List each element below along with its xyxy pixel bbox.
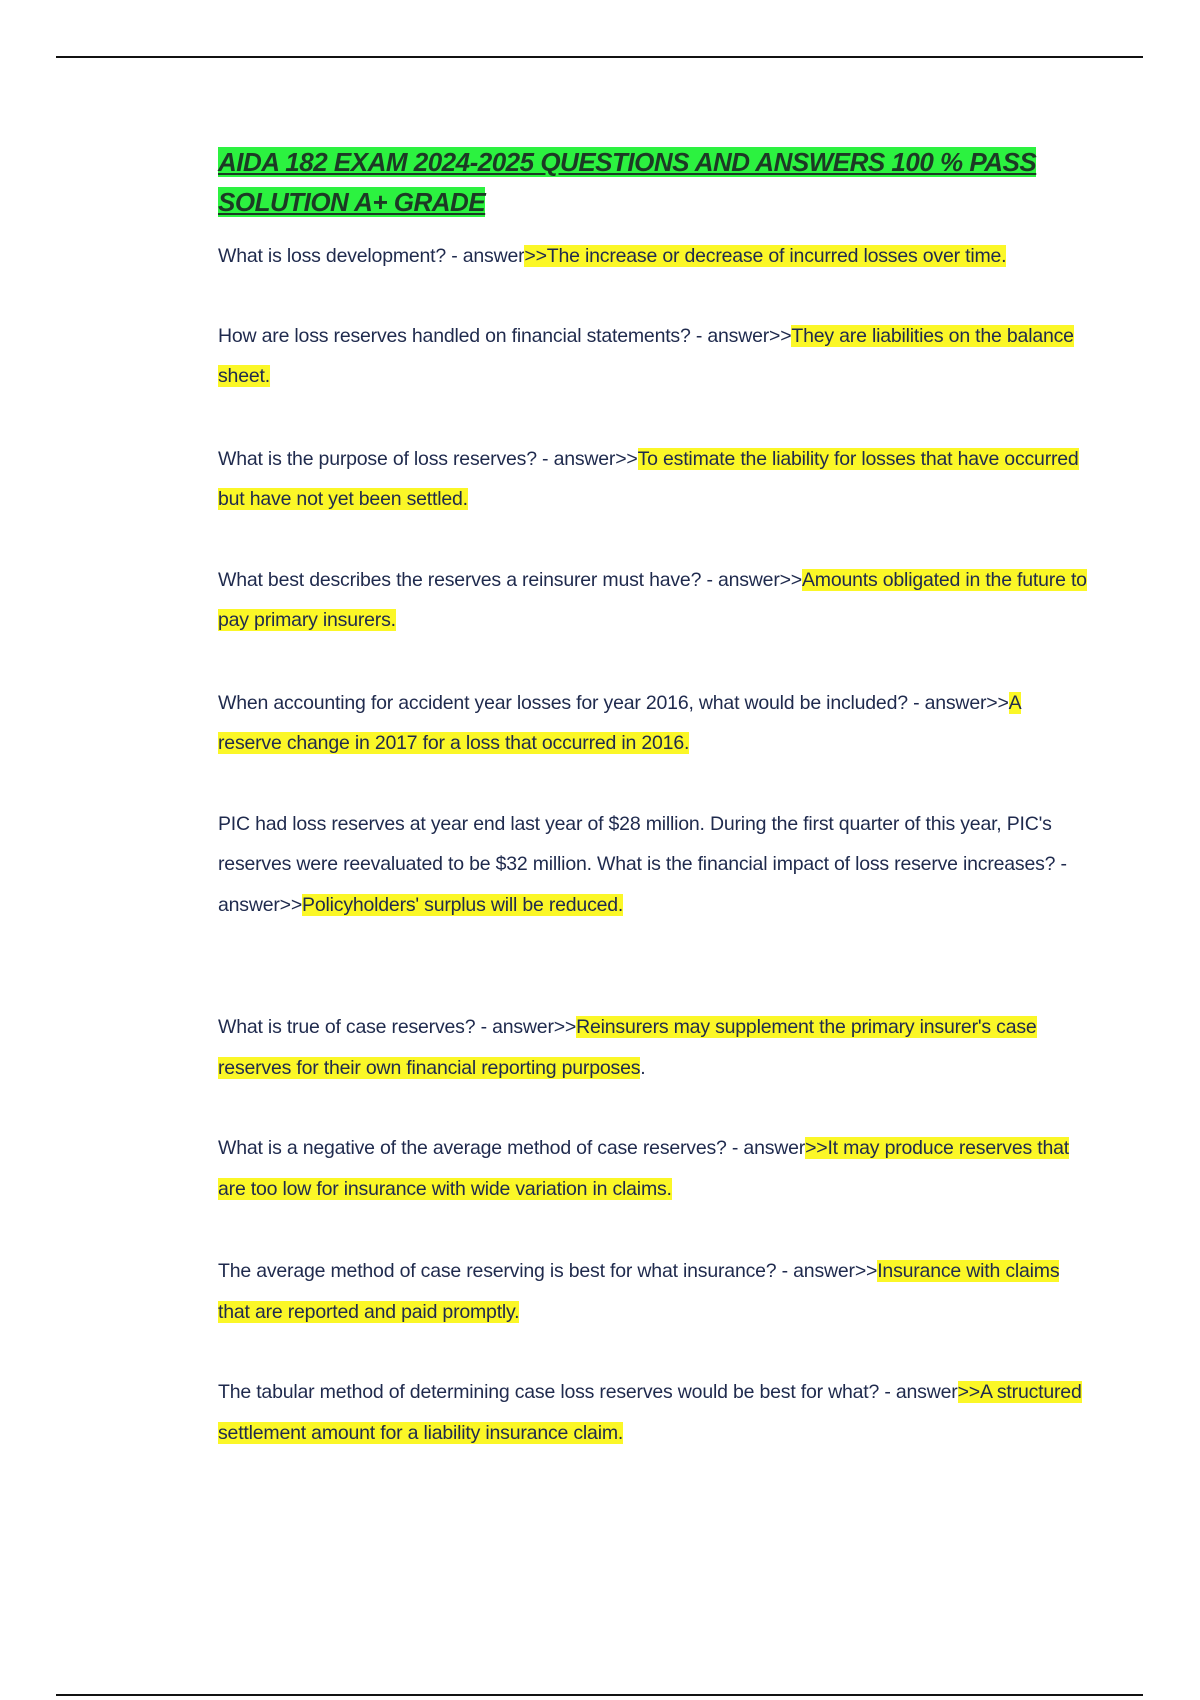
- bottom-rule: [56, 1694, 1143, 1696]
- qa-item-7: [218, 1007, 1088, 1088]
- answer: >>A structured settlement amount for a liability insurance claim.: [218, 1381, 1082, 1444]
- qa-item-2: [218, 316, 1088, 397]
- qa-item-4: [218, 560, 1088, 641]
- qa-item-10: [218, 1372, 1088, 1453]
- answer: They are liabilities on the balance sheet.: [218, 324, 1074, 387]
- answer-tail: .: [640, 1056, 646, 1079]
- qa-item-3: [218, 439, 1088, 520]
- answer: A reserve change in 2017 for a loss that occurred in 2016.: [218, 691, 1022, 754]
- question: PIC had loss reserves at year end last year of $28 million. During the first quarter of this year, PIC's reserves were reevaluated to be $32 million. What is the financial impact of loss reserve increases? - answer>>: [218, 812, 1067, 916]
- answer: To estimate the liability for losses that have occurred but have not yet been settled.: [218, 447, 1079, 510]
- document-title: AIDA 182 EXAM 2024-2025 QUESTIONS AND ANSWERS 100 % PASS SOLUTION A+ GRADE: [218, 147, 1037, 217]
- qa-item-9: [218, 1251, 1088, 1332]
- answer: Amounts obligated in the future to pay primary insurers.: [218, 568, 1087, 631]
- question: The average method of case reserving is best for what insurance? - answer>>: [218, 1260, 878, 1282]
- qa-item-1: [218, 236, 1088, 277]
- answer: >>It may produce reserves that are too low for insurance with wide variation in claims.: [218, 1137, 1069, 1200]
- qa-item-6: [218, 804, 1088, 926]
- question: What is true of case reserves? - answer>>: [218, 1016, 577, 1038]
- answer: Insurance with claims that are reported and paid promptly.: [218, 1260, 1060, 1323]
- question: What is loss development? - answer: [218, 245, 525, 267]
- question: How are loss reserves handled on financial statements? - answer>>: [218, 324, 792, 347]
- qa-item-5: [218, 683, 1088, 764]
- answer: >>The increase or decrease of incurred losses over time.: [524, 245, 1007, 267]
- question: What is the purpose of loss reserves? - answer>>: [218, 447, 638, 470]
- answer: Policyholders' surplus will be reduced.: [302, 893, 624, 916]
- question: What is a negative of the average method of case reserves? - answer: [218, 1137, 806, 1159]
- question: What best describes the reserves a reinsurer must have? - answer>>: [218, 568, 802, 591]
- qa-item-8: [218, 1128, 1088, 1209]
- question: When accounting for accident year losses for year 2016, what would be included? - answer>>: [218, 691, 1009, 714]
- top-rule: [56, 56, 1143, 58]
- answer: Reinsurers may supplement the primary insurer's case reserves for their own financial reporting purposes: [218, 1016, 1037, 1079]
- document-body: [218, 142, 1088, 1453]
- question: The tabular method of determining case loss reserves would be best for what? - answer: [218, 1381, 958, 1403]
